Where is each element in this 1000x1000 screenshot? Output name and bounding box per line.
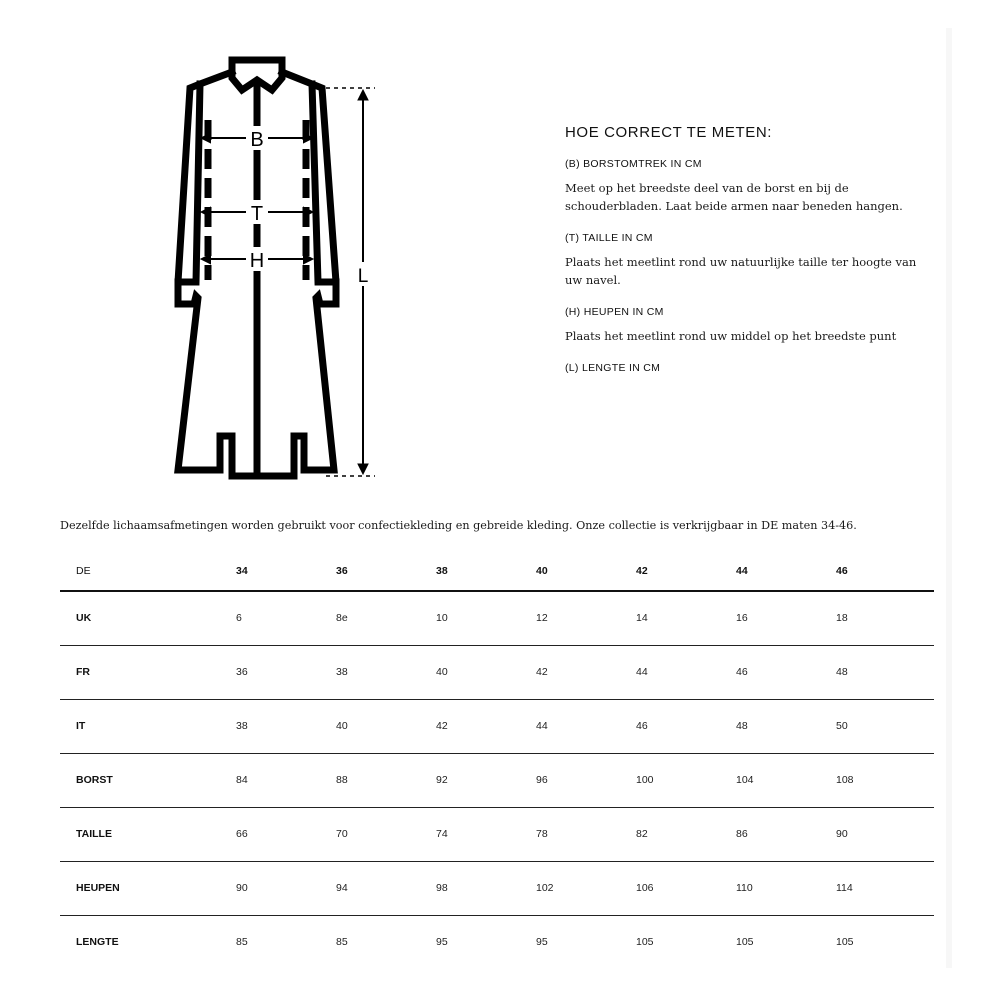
table-cell: 6 [236,591,336,645]
instruction-text-bust: Meet op het breedste deel van de borst en bij de schouderbladen. Laat beide armen naar beneden hangen. [565,181,903,213]
table-cell: 88 [336,753,436,807]
table-cell: 95 [436,915,536,969]
table-cell: 96 [536,753,636,807]
table-cell: 8e [336,591,436,645]
instruction-text-hips: Plaats het meetlint rond uw middel op het breedste punt [565,329,897,343]
table-cell: 42 [536,645,636,699]
table-cell: 78 [536,807,636,861]
table-cell: 38 [336,645,436,699]
size-conversion-table [60,552,934,969]
instruction-text-waist: Plaats het meetlint rond uw natuurlijke taille ter hoogte van uw navel. [565,255,917,287]
size-note: Dezelfde lichaamsafmetingen worden gebruikt voor confectiekleding en gebreide kleding. Onze collectie is verkrijgbaar in DE maten 34-46. [60,519,857,532]
row-label: HEUPEN [60,861,236,915]
header-cell: 36 [336,565,348,577]
instructions-title: HOE CORRECT TE METEN: [565,124,773,141]
table-cell: 85 [336,915,436,969]
table-cell: 36 [236,645,336,699]
table-cell: 46 [636,699,736,753]
table-cell: 48 [836,645,934,699]
table-cell: 16 [736,591,836,645]
table-cell: 50 [836,699,934,753]
table-cell: 85 [236,915,336,969]
table-cell: 86 [736,807,836,861]
table-cell: 102 [536,861,636,915]
table-cell: 12 [536,591,636,645]
garment-diagram [150,50,390,490]
table-cell: 106 [636,861,736,915]
table-row [60,699,934,753]
header-cell: 42 [636,565,648,577]
table-row [60,915,934,969]
table-row [60,807,934,861]
length-letter: L [357,266,369,287]
instruction-label-hips: (H) HEUPEN IN CM [565,306,664,318]
table-cell: 100 [636,753,736,807]
measure-instructions [565,124,925,383]
table-cell: 90 [236,861,336,915]
hips-letter: H [249,250,265,272]
row-label: IT [60,699,236,753]
header-cell: 38 [436,565,448,577]
table-cell: 82 [636,807,736,861]
table-cell: 38 [236,699,336,753]
table-row [60,645,934,699]
bust-letter: B [250,129,264,151]
table-cell: 105 [736,915,836,969]
table-cell: 14 [636,591,736,645]
table-cell: 48 [736,699,836,753]
table-cell: 66 [236,807,336,861]
instruction-label-waist: (T) TAILLE IN CM [565,232,653,244]
table-cell: 40 [436,645,536,699]
header-cell: 34 [236,565,248,577]
table-cell: 84 [236,753,336,807]
instruction-label-bust: (B) BORSTOMTREK IN CM [565,158,702,170]
row-label: UK [60,591,236,645]
header-cell: 40 [536,565,548,577]
table-cell: 114 [836,861,934,915]
row-label: BORST [60,753,236,807]
table-cell: 70 [336,807,436,861]
table-cell: 10 [436,591,536,645]
table-cell: 40 [336,699,436,753]
table-header-row [60,552,934,591]
table-row [60,753,934,807]
table-cell: 98 [436,861,536,915]
table-cell: 44 [636,645,736,699]
table-cell: 110 [736,861,836,915]
page-edge-shadow [946,28,952,968]
row-label: TAILLE [60,807,236,861]
waist-letter: T [250,203,264,225]
table-cell: 46 [736,645,836,699]
table-cell: 90 [836,807,934,861]
header-cell: 46 [836,565,848,577]
table-cell: 92 [436,753,536,807]
table-cell: 94 [336,861,436,915]
table-row [60,861,934,915]
table-cell: 74 [436,807,536,861]
table-cell: 44 [536,699,636,753]
instruction-label-length: (L) LENGTE IN CM [565,362,661,374]
table-cell: 108 [836,753,934,807]
table-cell: 95 [536,915,636,969]
table-cell: 104 [736,753,836,807]
header-cell: DE [76,565,91,577]
table-cell: 42 [436,699,536,753]
row-label: FR [60,645,236,699]
table-cell: 18 [836,591,934,645]
header-cell: 44 [736,565,748,577]
table-row [60,591,934,645]
table-cell: 105 [836,915,934,969]
row-label: LENGTE [60,915,236,969]
table-cell: 105 [636,915,736,969]
